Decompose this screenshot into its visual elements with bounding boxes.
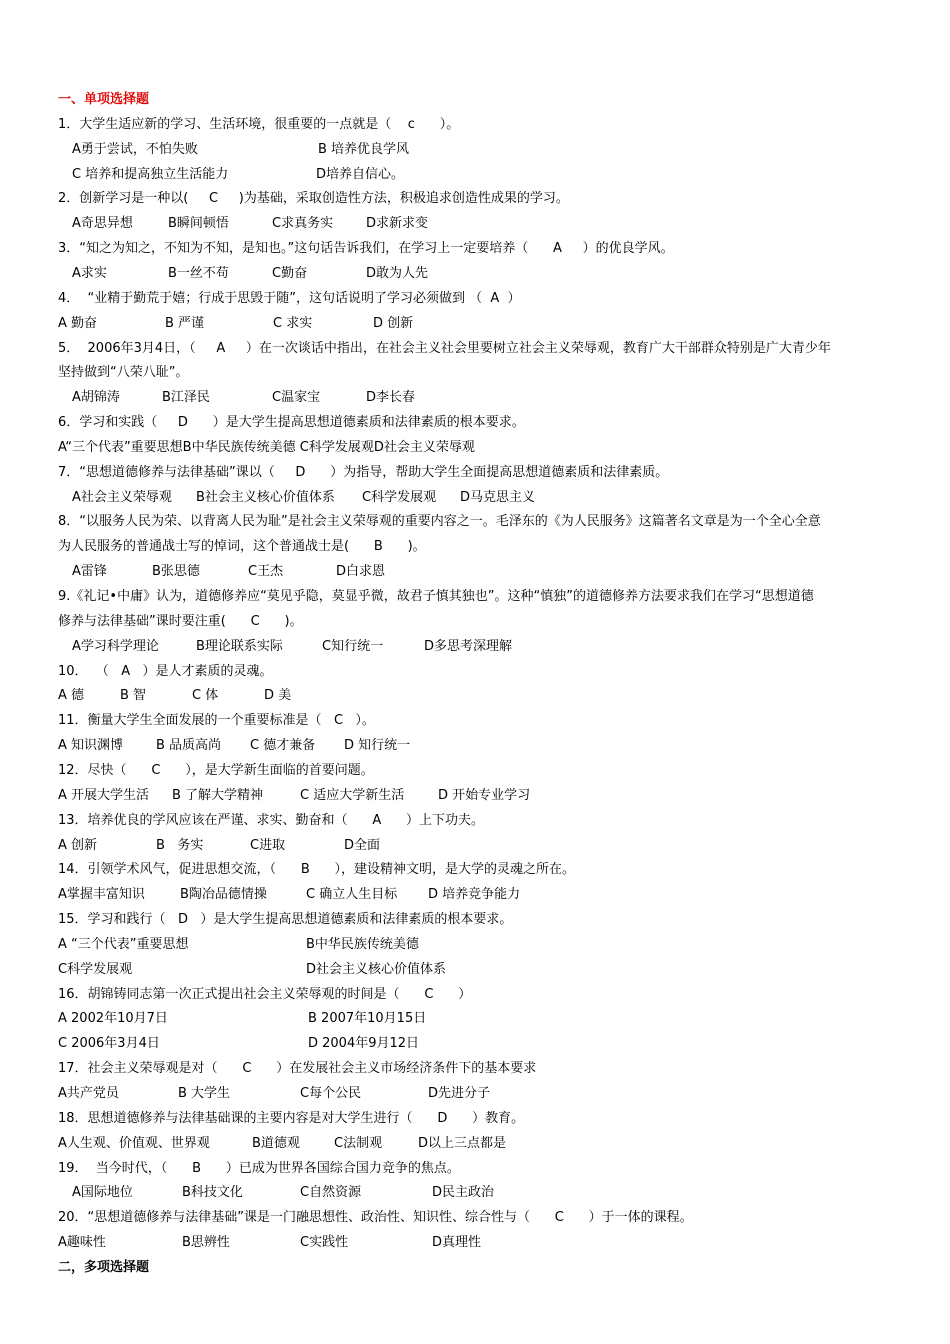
answer-option: A勇于尝试，不怕失败	[72, 142, 198, 157]
answer-option: D真理性	[432, 1235, 482, 1250]
answer-option: D马克思主义	[460, 490, 536, 505]
answer-option: A人生观、价值观、世界观	[58, 1136, 210, 1151]
answer-option: C知行统一	[322, 639, 384, 654]
answer-option: C温家宝	[272, 390, 321, 405]
answer-option: D 美	[264, 688, 292, 703]
answer-option: C 2006年3月4日	[58, 1036, 160, 1051]
answer-option: C勤奋	[272, 266, 308, 281]
answer-option: A趣味性	[58, 1235, 106, 1250]
answer-option: A “三个代表”重要思想	[58, 937, 189, 952]
answer-option: A胡锦涛	[72, 390, 120, 405]
answer-option: A共产党员	[58, 1086, 119, 1101]
answer-option: B 务实	[156, 838, 204, 853]
answer-option: A国际地位	[72, 1185, 133, 1200]
answer-option: C 适应大学新生活	[300, 788, 405, 803]
answer-option: B一丝不苟	[168, 266, 229, 281]
answer-option: A社会主义荣辱观	[72, 490, 172, 505]
question-line: 18．思想道德修养与法律基础课的主要内容是对大学生进行（ D ）教育。	[58, 1111, 525, 1126]
answer-option: C 培养和提高独立生活能力	[72, 167, 229, 182]
answer-option: A求实	[72, 266, 107, 281]
answer-option: B道德观	[252, 1136, 300, 1151]
section-heading-single-choice: 一、单项选择题	[58, 92, 150, 107]
answer-option: C法制观	[334, 1136, 383, 1151]
answer-option: C王杰	[248, 564, 284, 579]
question-line: 10． （ A ）是人才素质的灵魂。	[58, 664, 273, 679]
answer-option: B江泽民	[162, 390, 210, 405]
question-line: 2．创新学习是一种以( C )为基础，采取创造性方法，积极追求创造性成果的学习。	[58, 191, 569, 206]
answer-option: A奇思异想	[72, 216, 133, 231]
answer-option: B 大学生	[178, 1086, 231, 1101]
question-line: 3．“知之为知之，不知为不知，是知也。”这句话告诉我们，在学习上一定要培养（ A ）的优良学风。	[58, 241, 674, 256]
answer-option: D社会主义核心价值体系	[306, 962, 447, 977]
question-line: 13．培养优良的学风应该在严谨、求实、勤奋和（ A ）上下功夫。	[58, 813, 485, 828]
answer-option: D 培养竞争能力	[428, 887, 521, 902]
answer-option: B 了解大学精神	[172, 788, 264, 803]
question-line: 16．胡锦铸同志第一次正式提出社会主义荣辱观的时间是（ C ）	[58, 987, 472, 1002]
answer-option: D白求恩	[336, 564, 386, 579]
question-line: 20．“思想道德修养与法律基础”课是一门融思想性、政治性、知识性、综合性与（ C ）于一体的课程。	[58, 1210, 693, 1225]
answer-option: B 智	[120, 688, 147, 703]
answer-option: B瞬间顿悟	[168, 216, 229, 231]
answer-option: A 知识渊博	[58, 738, 124, 753]
answer-option: A学习科学理论	[72, 639, 159, 654]
question-line: 6．学习和实践（ D ）是大学生提高思想道德素质和法律素质的根本要求。	[58, 415, 525, 430]
question-line: 8．“以服务人民为荣、以背离人民为耻”是社会主义荣辱观的重要内容之一。毛泽东的《为人民服务》这篇著名文章是为一个全心全意	[58, 514, 821, 529]
answer-option: D以上三点都是	[418, 1136, 507, 1151]
question-line: 4． “业精于勤荒于嬉；行成于思毁于随”，这句话说明了学习必须做到 （ A ）	[58, 291, 521, 306]
section-heading-multiple-choice: 二，多项选择题	[58, 1260, 150, 1275]
answer-option: B科技文化	[182, 1185, 243, 1200]
answer-option: D 2004年9月12日	[308, 1036, 420, 1051]
question-line: 坚持做到“八荣八耻”。	[58, 365, 189, 380]
answer-option: A 2002年10月7日	[58, 1011, 168, 1026]
answer-option: D 创新	[373, 316, 414, 331]
question-line: 7．“思想道德修养与法律基础”课以（ D ）为指导，帮助大学生全面提高思想道德素质和法律素质。	[58, 465, 669, 480]
answer-option: A掌握丰富知识	[58, 887, 145, 902]
answer-option: B 严谨	[165, 316, 205, 331]
answer-option: C 体	[192, 688, 219, 703]
question-line: 1．大学生适应新的学习、生活环境，很重要的一点就是（ c ）。	[58, 117, 460, 132]
answer-option: A雷锋	[72, 564, 107, 579]
question-line: 修养与法律基础”课时要注重( C )。	[58, 614, 303, 629]
answer-option: D 开始专业学习	[438, 788, 531, 803]
answer-option: A 创新	[58, 838, 98, 853]
question-line: 12．尽快（ C ），是大学新生面临的首要问题。	[58, 763, 374, 778]
answer-option: B社会主义核心价值体系	[196, 490, 335, 505]
answer-option: D多思考深理解	[424, 639, 513, 654]
answer-option: D全面	[344, 838, 381, 853]
answer-option: A 开展大学生活	[58, 788, 150, 803]
answer-option: B陶冶品德情操	[180, 887, 267, 902]
answer-option: D敢为人先	[366, 266, 429, 281]
answer-option: B 品质高尚	[156, 738, 222, 753]
answer-option: B思辨性	[182, 1235, 230, 1250]
answer-option: C每个公民	[300, 1086, 362, 1101]
question-line: A“三个代表”重要思想B中华民族传统美德 C科学发展观D社会主义荣辱观	[58, 440, 475, 455]
answer-option: C科学发展观	[58, 962, 133, 977]
answer-option: B张思德	[152, 564, 200, 579]
question-line: 11．衡量大学生全面发展的一个重要标准是（ C ）。	[58, 713, 375, 728]
question-line: 为人民服务的普通战士写的悼词，这个普通战士是( B )。	[58, 539, 426, 554]
answer-option: C科学发展观	[362, 490, 437, 505]
question-line: 19． 当今时代，（ B ）已成为世界各国综合国力竞争的焦点。	[58, 1161, 460, 1176]
answer-option: C 确立人生目标	[306, 887, 398, 902]
answer-option: A 德	[58, 688, 85, 703]
answer-option: C实践性	[300, 1235, 349, 1250]
answer-option: C求真务实	[272, 216, 334, 231]
answer-option: B中华民族传统美德	[306, 937, 419, 952]
answer-option: D培养自信心。	[316, 167, 405, 182]
answer-option: A 勤奋	[58, 316, 98, 331]
question-line: 15．学习和践行（ D ）是大学生提高思想道德素质和法律素质的根本要求。	[58, 912, 513, 927]
answer-option: C 求实	[273, 316, 313, 331]
answer-option: D 知行统一	[344, 738, 411, 753]
answer-option: D先进分子	[428, 1086, 491, 1101]
answer-option: D求新求变	[366, 216, 429, 231]
question-line: 9.《礼记•中庸》认为，道德修养应“莫见乎隐，莫显乎微，故君子慎其独也”。这种“慎独”的道德修养方法要求我们在学习“思想道德	[58, 589, 814, 604]
answer-option: B 2007年10月15日	[308, 1011, 427, 1026]
question-line: 5． 2006年3月4日，（ A ）在一次谈话中指出，在社会主义社会里要树立社会主义荣辱观，教育广大干部群众特别是广大青少年	[58, 341, 831, 356]
answer-option: C进取	[250, 838, 286, 853]
answer-option: C 德才兼备	[250, 738, 316, 753]
answer-option: D李长春	[366, 390, 416, 405]
answer-option: D民主政治	[432, 1185, 495, 1200]
answer-option: B 培养优良学风	[318, 142, 410, 157]
question-line: 14．引领学术风气，促进思想交流，（ B ），建设精神文明，是大学的灵魂之所在。	[58, 862, 576, 877]
answer-option: C自然资源	[300, 1185, 362, 1200]
question-line: 17．社会主义荣辱观是对（ C ）在发展社会主义市场经济条件下的基本要求	[58, 1061, 537, 1076]
answer-option: B理论联系实际	[196, 639, 283, 654]
